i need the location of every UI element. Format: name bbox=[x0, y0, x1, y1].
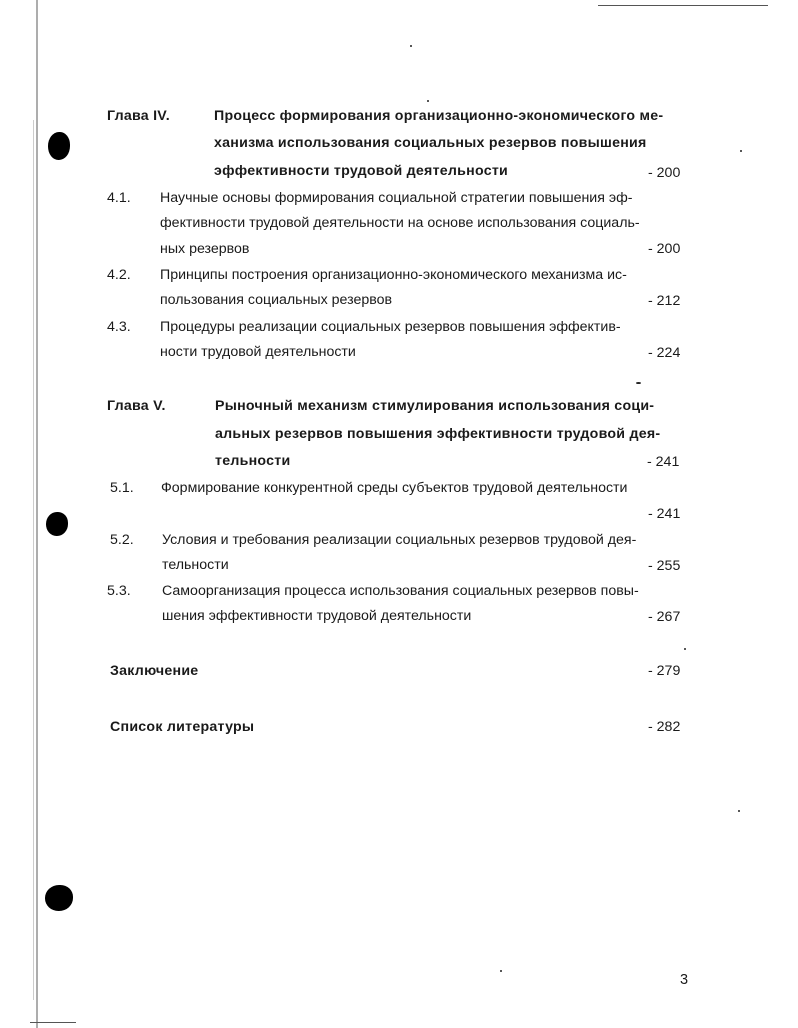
section-title-line: фективности трудовой деятельности на основе использования социаль- bbox=[160, 215, 640, 231]
chapter-title-line: альных резервов повышения эффективности трудовой дея- bbox=[215, 426, 661, 442]
section-title-line: Условия и требования реализации социальных резервов трудовой дея- bbox=[162, 532, 637, 548]
section-number: 4.3. bbox=[107, 319, 131, 335]
page-ref: - 255 bbox=[648, 558, 681, 574]
section-title-line: Формирование конкурентной среды субъектов трудовой деятельности bbox=[161, 480, 628, 496]
section-title-line: Самоорганизация процесса использования социальных резервов повы- bbox=[162, 583, 639, 599]
section-title-line: Научные основы формирования социальной стратегии повышения эф- bbox=[160, 190, 633, 206]
section-title-line: пользования социальных резервов bbox=[160, 292, 393, 308]
page-ref: - 282 bbox=[648, 719, 681, 735]
section-title-line: шения эффективности трудовой деятельности bbox=[162, 608, 472, 624]
page-ref: - 212 bbox=[648, 293, 681, 309]
scan-speck bbox=[740, 150, 742, 152]
scan-edge bbox=[36, 0, 38, 1028]
page-ref: - 224 bbox=[648, 345, 681, 361]
page-ref: - 200 bbox=[648, 165, 681, 181]
section-title-line: ных резервов bbox=[160, 241, 250, 257]
section-number: 5.1. bbox=[110, 480, 134, 496]
chapter-title-line: Процесс формирования организационно-экономического ме- bbox=[214, 108, 664, 124]
chapter-title-line: ханизма использования социальных резервов повышения bbox=[214, 135, 647, 151]
chapter-title-line: тельности bbox=[215, 453, 291, 469]
section-title-line: ности трудовой деятельности bbox=[160, 344, 356, 360]
section-title-line: Принципы построения организационно-экономического механизма ис- bbox=[160, 267, 627, 283]
page-ref: - 279 bbox=[648, 663, 681, 679]
scan-speck bbox=[738, 810, 740, 812]
punch-hole bbox=[48, 132, 70, 160]
scan-speck bbox=[636, 382, 641, 384]
scan-speck bbox=[500, 970, 502, 972]
scan-speck bbox=[410, 45, 412, 47]
punch-hole bbox=[45, 885, 73, 911]
chapter-title-line: эффективности трудовой деятельности bbox=[214, 163, 509, 179]
chapter-label: Глава IV. bbox=[107, 108, 170, 124]
page-ref: - 241 bbox=[647, 454, 680, 470]
section-number: 4.1. bbox=[107, 190, 131, 206]
conclusion-label: Заключение bbox=[110, 663, 199, 679]
page-ref: - 267 bbox=[648, 609, 681, 625]
section-number: 5.3. bbox=[107, 583, 131, 599]
section-title-line: тельности bbox=[162, 557, 229, 573]
scan-edge bbox=[33, 120, 34, 1000]
section-number: 5.2. bbox=[110, 532, 134, 548]
scan-speck bbox=[427, 100, 429, 102]
page-number: 3 bbox=[680, 972, 689, 988]
section-number: 4.2. bbox=[107, 267, 131, 283]
references-label: Список литературы bbox=[110, 719, 255, 735]
chapter-title-line: Рыночный механизм стимулирования использования соци- bbox=[215, 398, 655, 414]
chapter-label: Глава V. bbox=[107, 398, 166, 414]
punch-hole bbox=[46, 512, 68, 536]
scan-edge bbox=[30, 1022, 76, 1023]
scan-speck bbox=[684, 648, 686, 650]
section-title-line: Процедуры реализации социальных резервов повышения эффектив- bbox=[160, 319, 621, 335]
scan-edge bbox=[598, 5, 768, 6]
page-ref: - 200 bbox=[648, 241, 681, 257]
page-ref: - 241 bbox=[648, 506, 681, 522]
